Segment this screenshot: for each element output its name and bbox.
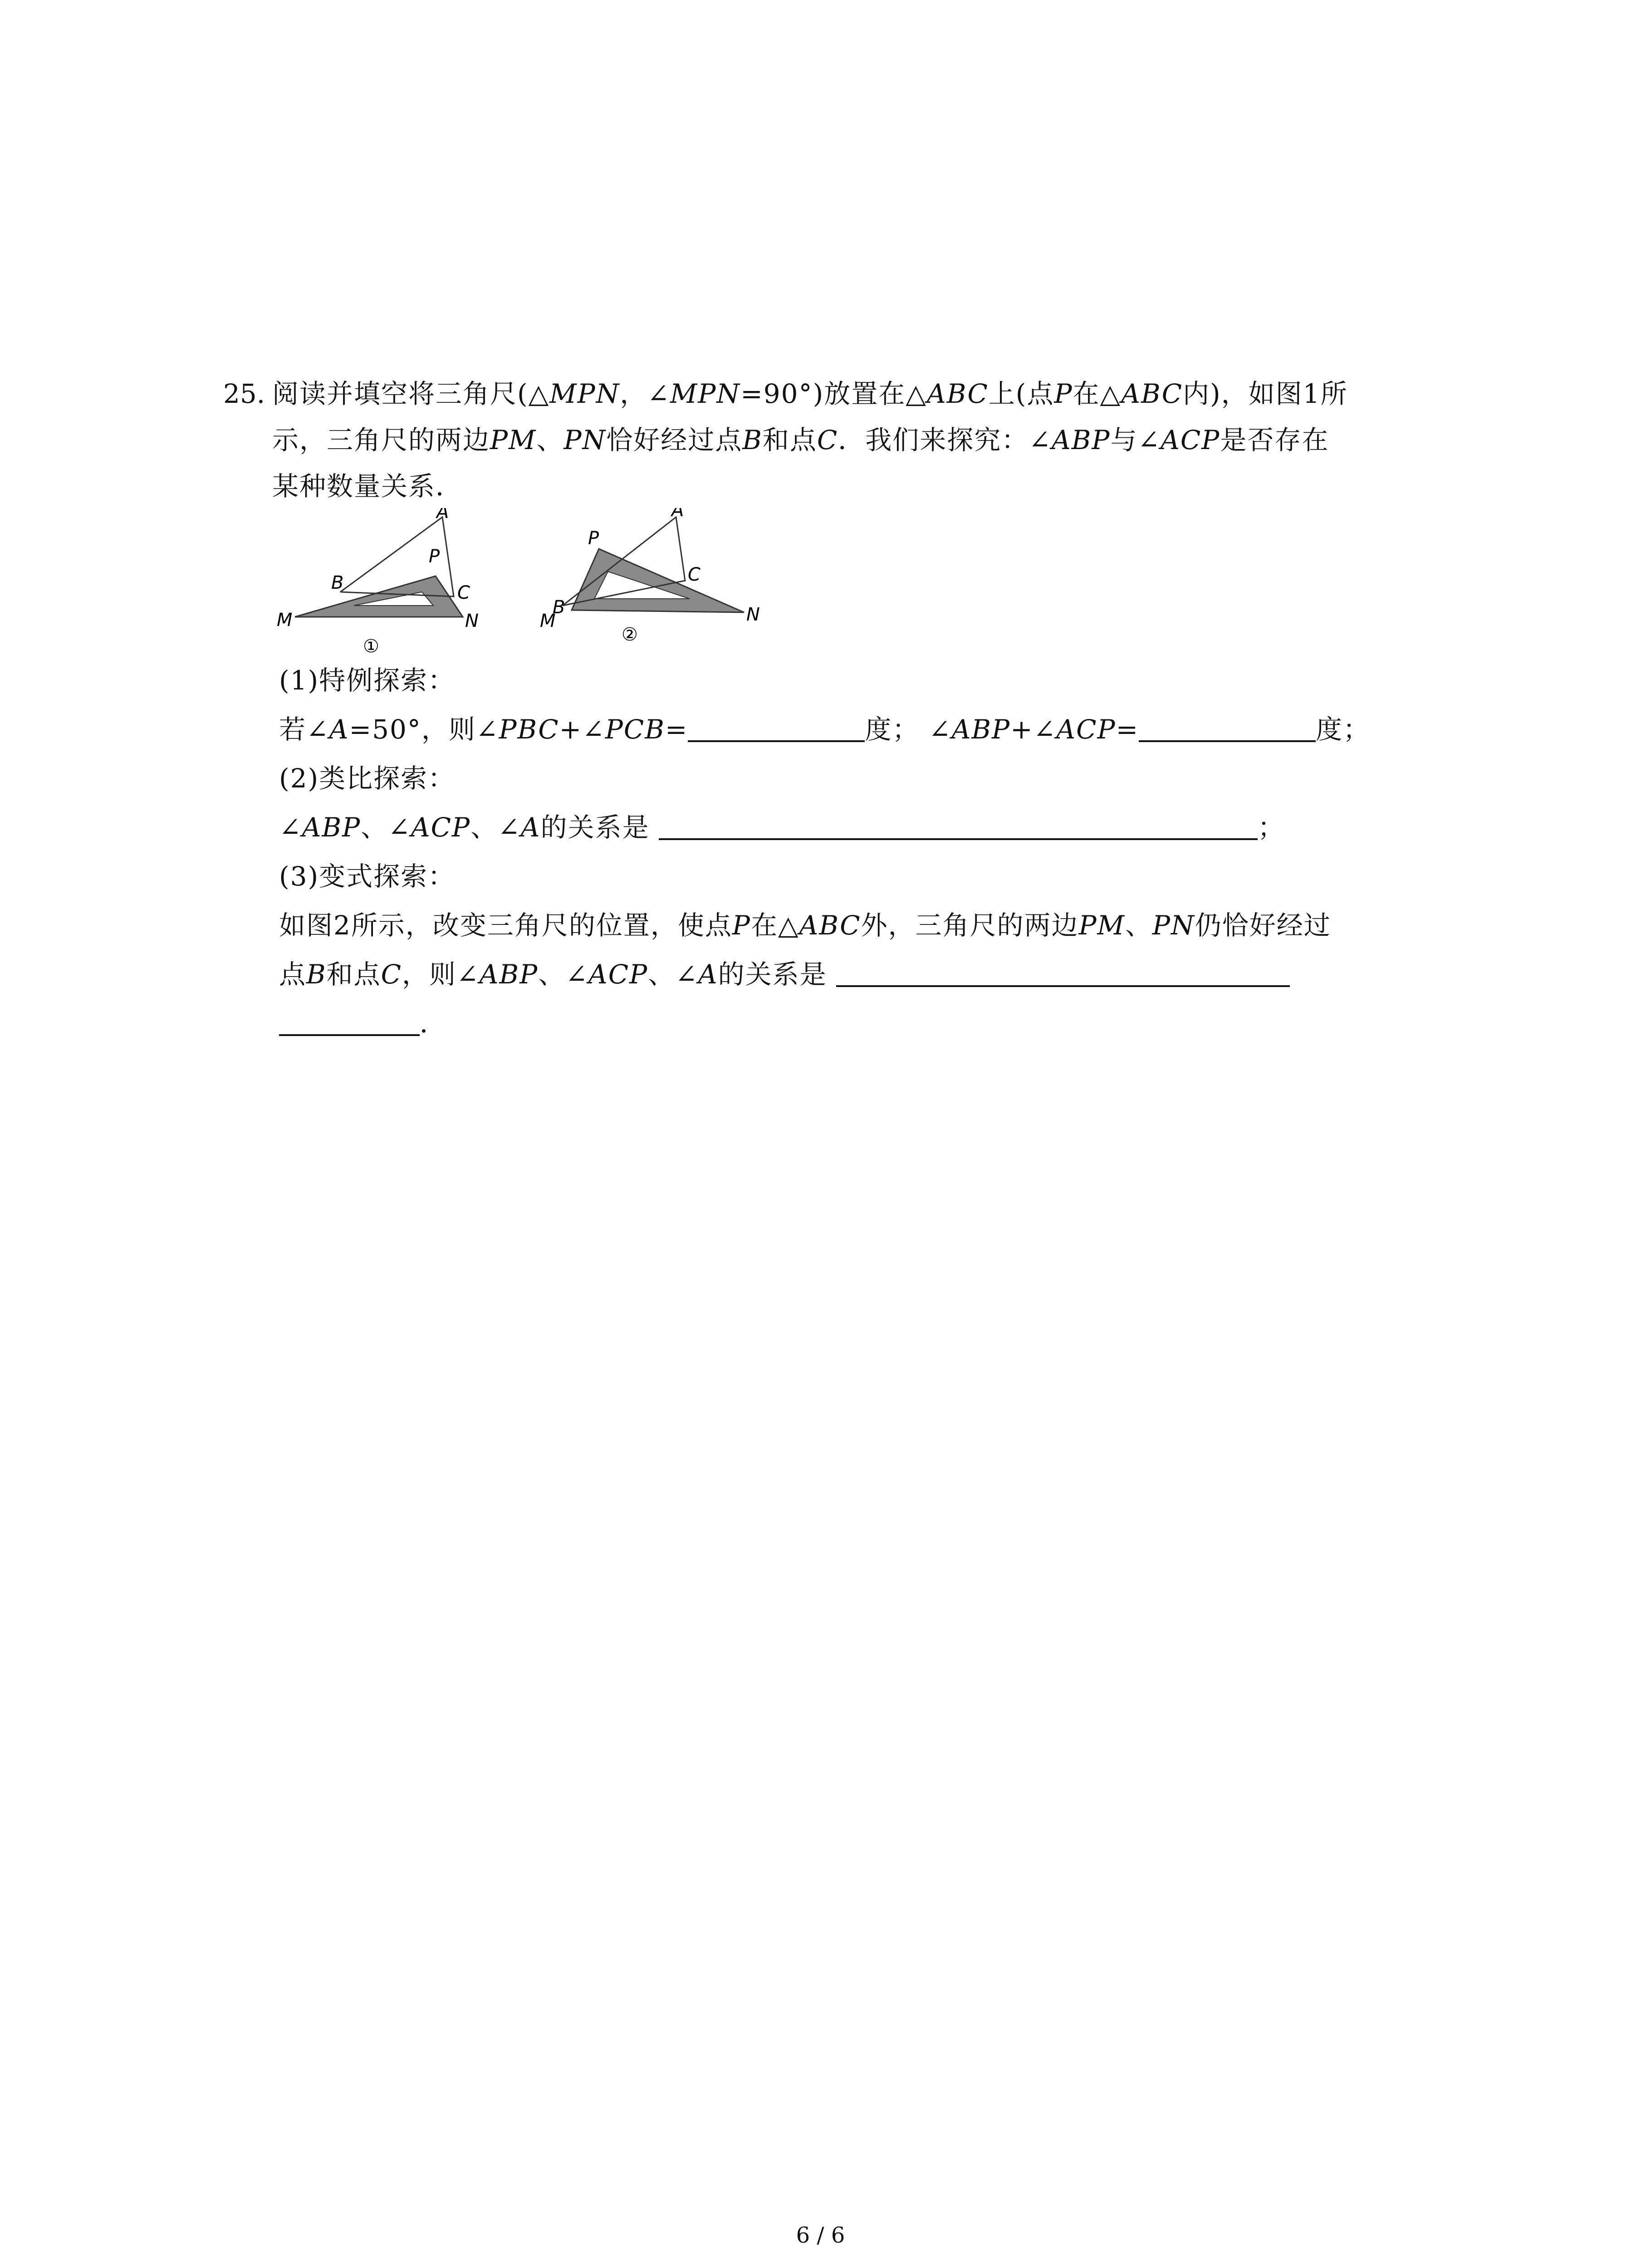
math-var: ACP: [588, 959, 648, 990]
figures: [272, 508, 771, 660]
part3-line-2: [279, 956, 1290, 992]
math-var: C: [817, 425, 838, 455]
part1-unit-2: 度；: [1316, 714, 1371, 745]
math-var: PN: [563, 425, 607, 455]
math-var: P: [732, 910, 751, 941]
part1-unit-1: 度；: [865, 714, 920, 745]
figure-2: [540, 508, 760, 645]
part3-line-1: 如图2所示，改变三角尺的位置，使点P在△ABC外，三角尺的两边PM、PN仍恰好经过: [279, 910, 1331, 941]
part2-end: ；: [1258, 812, 1285, 843]
fig1-label-c: C: [457, 582, 470, 603]
fig1-label-m: M: [277, 610, 293, 631]
part2-line: [279, 809, 1285, 846]
math-var: ABP: [302, 812, 361, 843]
math-var: ABC: [1121, 378, 1183, 409]
math-var: PN: [1152, 910, 1195, 941]
math-var: ABP: [479, 959, 539, 990]
fig1-caption: ①: [363, 636, 379, 657]
answer-blank-3[interactable]: [659, 811, 1258, 840]
answer-blank-2[interactable]: [1139, 713, 1316, 742]
part3-line-3: [279, 1005, 447, 1041]
math-var: ABP: [951, 714, 1011, 745]
question-number: 25.: [223, 378, 265, 409]
math-var: ACP: [1161, 425, 1220, 455]
part3-question: 点B和点C，则∠ABP、∠ACP、∠A的关系是: [279, 959, 827, 990]
fig1-label-p: P: [429, 546, 440, 567]
math-var: P: [1054, 378, 1073, 409]
fig1-label-a: A: [436, 508, 449, 523]
part2-question: ∠ABP、∠ACP、∠A的关系是: [279, 812, 650, 843]
triangle-figures: [272, 508, 771, 658]
math-var: ACP: [1056, 714, 1116, 745]
fig2-label-a: A: [671, 508, 684, 521]
fig2-caption: ②: [622, 624, 638, 645]
math-var: A: [520, 812, 541, 843]
part1-question-b: ∠ABP+∠ACP=: [928, 714, 1139, 745]
math-var: MPN: [549, 378, 620, 409]
math-var: C: [381, 959, 402, 990]
math-var: A: [329, 714, 349, 745]
part3-end: ．: [420, 1008, 447, 1039]
fig1-label-b: B: [331, 572, 344, 593]
answer-blank-4b[interactable]: [279, 1007, 420, 1036]
intro-line-3: 某种数量关系．: [272, 471, 463, 502]
math-var: ACP: [411, 812, 471, 843]
figure-1: [277, 508, 479, 657]
fig2-label-b: B: [553, 597, 565, 618]
math-var: PM: [1078, 910, 1125, 941]
fig2-label-p: P: [588, 528, 599, 549]
math-var: ABC: [926, 378, 989, 409]
math-var: A: [698, 959, 718, 990]
math-var: PM: [490, 425, 537, 455]
fig2-label-n: N: [746, 604, 760, 625]
math-var: ABC: [799, 910, 861, 941]
answer-blank-1[interactable]: [688, 713, 865, 742]
fig2-label-m: M: [540, 611, 556, 631]
part2-title: (2)类比探索：: [279, 763, 456, 794]
fig1-label-n: N: [465, 611, 479, 631]
fig2-triangle-ruler: [572, 549, 744, 612]
math-var: B: [742, 425, 763, 455]
math-var: ABP: [1051, 425, 1111, 455]
part1-title: (1)特例探索：: [279, 665, 456, 696]
math-var: PCB: [605, 714, 665, 745]
fig2-label-c: C: [688, 564, 700, 585]
intro-line-1: 阅读并填空将三角尺(△MPN，∠MPN=90°)放置在△ABC上(点P在△ABC内)，如图1所: [272, 378, 1348, 409]
part1-question-a: 若∠A=50°，则∠PBC+∠PCB=: [279, 714, 688, 745]
page-footer: 6 / 6: [796, 2223, 845, 2248]
math-var: B: [306, 959, 327, 990]
answer-blank-4a[interactable]: [836, 958, 1290, 987]
intro-line-2: 示，三角尺的两边PM、PN恰好经过点B和点C．我们来探究：∠ABP与∠ACP是否存在: [272, 425, 1329, 455]
part3-title: (3)变式探索：: [279, 861, 456, 892]
math-var: PBC: [499, 714, 559, 745]
math-var: MPN: [670, 378, 741, 409]
part1-line: [279, 711, 1370, 748]
